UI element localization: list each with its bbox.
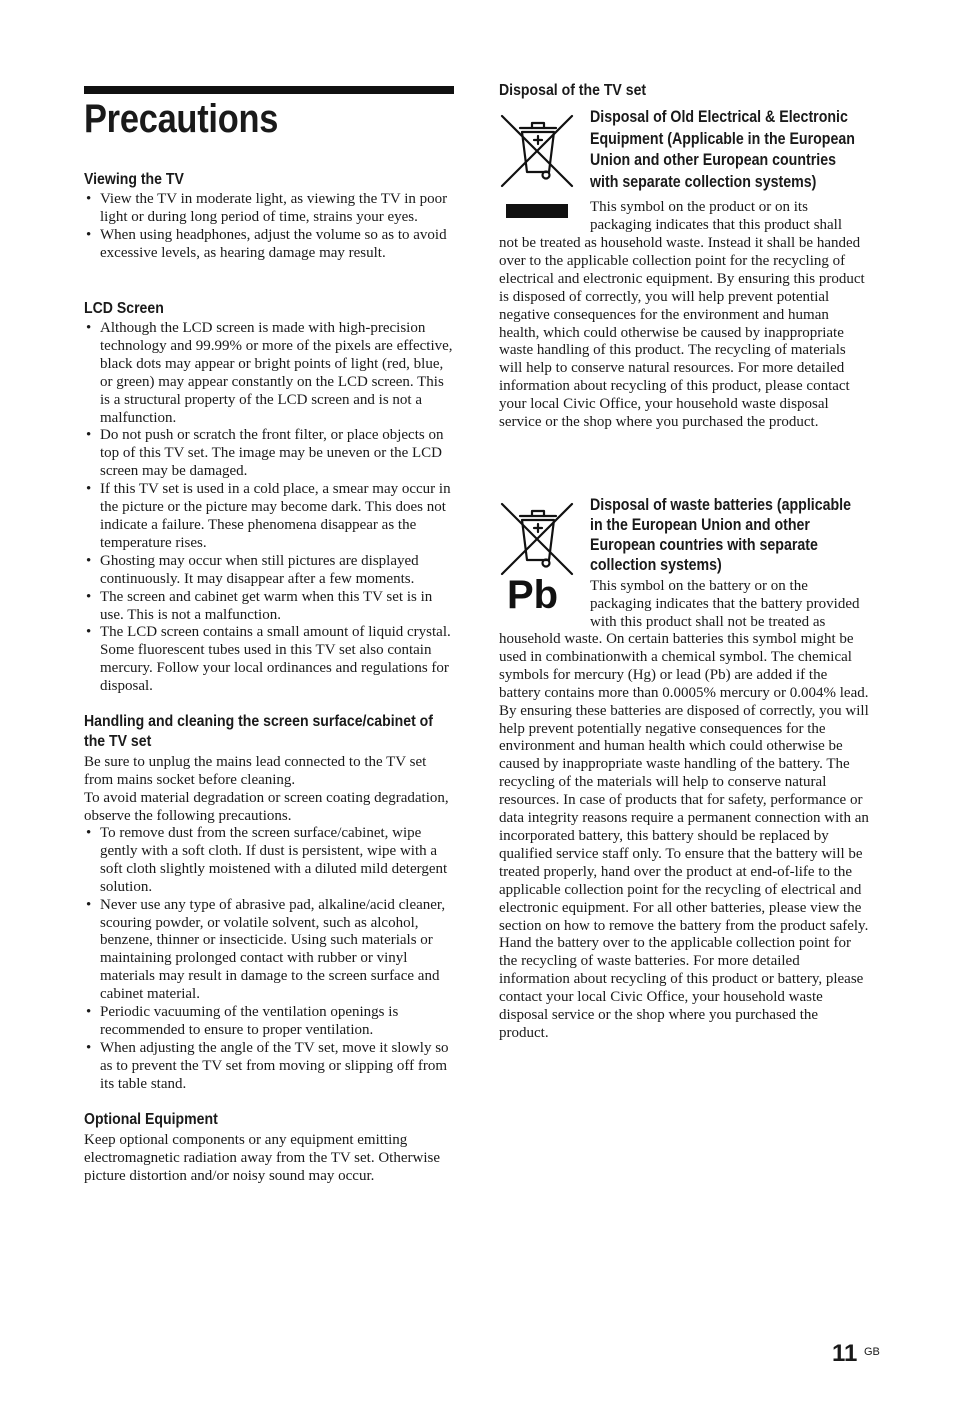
battery-text-line: packaging indicates that the battery provided [590,595,860,612]
cleaning-intro [84,754,454,826]
list-item: • Periodic vacuuming of the ventilation openings is recommended to ensure to proper ventilation. [84,1004,454,1040]
disposal-heading: Disposal of the TV set [499,82,647,99]
weee-text: not be treated as household waste. Instead it shall be handed over to the applicable collection point for the recycling of electrical and electronic equipment. By ensuring this product is disposed of correctly, you will help prevent potential negative consequences for the environment and human health, which could otherwise be caused by inappropriate waste handling of this product. The recycling of materials will help to conserve natural resources. For more detailed information about recycling of this product, please contact your local Civic Office, your household waste disposal service or the shop where you purchased the product. [499,235,865,431]
list-item: • To remove dust from the screen surface/cabinet, wipe gently with a soft cloth. If dust is persistent, wipe with a soft cloth slightly moistened with a diluted mild detergent solution. [84,825,454,897]
weee-heading: Disposal of Old Electrical & Electronic Equipment (Applicable in the European Union and other European countries with separate collection systems) [590,108,855,191]
list-item: • View the TV in moderate light, as viewing the TV in poor light or during long period of time, strains your eyes. [84,191,454,227]
list-item: • Never use any type of abrasive pad, alkaline/acid cleaner, scouring powder, or volatile solvent, such as alcohol, benzene, thinner or insecticide. Using such materials or maintaining prolonged contact with rubber or vinyl materials may result in damage to the screen surface and cabinet material. [84,897,454,1004]
viewing-list [84,191,454,263]
cleaning-heading: Handling and cleaning the screen surface/cabinet of the TV set [84,713,433,750]
viewing-heading: Viewing the TV [84,171,184,188]
page-title: Precautions [84,97,279,141]
list-item: • The LCD screen contains a small amount of liquid crystal. Some fluorescent tubes used in this TV set also contain mercury. Follow your local ordinances and regulations for disposal. [84,624,454,696]
cleaning-intro-2: To avoid material degradation or screen coating degradation, observe the following precautions. [84,789,449,824]
battery-text: household waste. On certain batteries this symbol might be used in combinationwith a chemical symbol. The chemical symbols for mercury (Hg) or lead (Pb) are added if the battery contains more than 0.0005% mercury or 0.004% lead. By ensuring these batteries are disposed of correctly, you will help prevent potentially negative consequences for the environment and human health which could otherwise be caused by inappropriate waste handling of the battery. The recycling of the materials will help to conserve natural resources. In case of products that for safety, performance or data integrity reasons require a permanent connection with an incorporated battery, this battery should be replaced by qualified service staff only. To ensure that the battery will be treated properly, hand over the product at end-of-life to the applicable collection point for the recycling of electrical and electronic equipment. For all other batteries, please view the section on how to remove the battery from the product safely. Hand the battery over to the applicable collection point for the recycling of waste batteries. For more detailed information about recycling of this product or battery, please contact your local Civic Office, your household waste disposal service or the shop where you purchased the product. [499,631,869,1041]
list-item: • Do not push or scratch the front filter, or place objects on top of this TV set. The image may be uneven or the LCD screen may be damaged. [84,427,454,481]
battery-heading: Disposal of waste batteries (applicable in the European Union and other European countries with separate collection systems) [590,496,852,574]
list-item: • Ghosting may occur when still pictures are displayed continuously. It may disappear after a few moments. [84,553,454,589]
list-item: • The screen and cabinet get warm when this TV set is in use. This is not a malfunction. [84,589,454,625]
optional-text: Keep optional components or any equipment emitting electromagnetic radiation away from the TV set. Otherwise picture distortion and/or noisy sound may occur. [84,1132,440,1184]
page-region-code: GB [864,1346,880,1358]
battery-text-lead [590,578,880,632]
crossed-bin-icon [500,112,576,222]
page-number: 11 [832,1340,858,1367]
cleaning-list [84,825,454,1094]
list-item: • When using headphones, adjust the volume so as to avoid excessive levels, as hearing damage may result. [84,227,454,263]
list-item: • When adjusting the angle of the TV set, move it slowly so as to prevent the TV set from moving or slipping off from its table stand. [84,1040,454,1094]
optional-heading: Optional Equipment [84,1111,218,1128]
lead-symbol: Pb [507,573,559,617]
battery-text-line: This symbol on the battery or on the [590,578,808,594]
list-item: • Although the LCD screen is made with high-precision technology and 99.99% or more of the pixels are effective, black dots may appear or bright points of light (red, blue, or green) may appear constantly on the LCD screen. This is a structural property of the LCD screen and is not a malfunction. [84,320,454,427]
lcd-list [84,320,454,696]
weee-text-line: This symbol on the product or on its [590,199,808,215]
weee-text-lead [590,199,880,235]
battery-text-line: with this product shall not be treated as [590,613,826,630]
lcd-heading: LCD Screen [84,300,164,317]
title-rule [84,86,454,94]
cleaning-intro-1: Be sure to unplug the mains lead connected to the TV set from mains socket before cleaning. [84,754,427,788]
weee-text-line: packaging indicates that this product shall [590,216,843,233]
list-item: • If this TV set is used in a cold place, a smear may occur in the picture or the picture may become dark. This does not indicate a failure. These phenomena disappear as the temperature rises. [84,481,454,553]
